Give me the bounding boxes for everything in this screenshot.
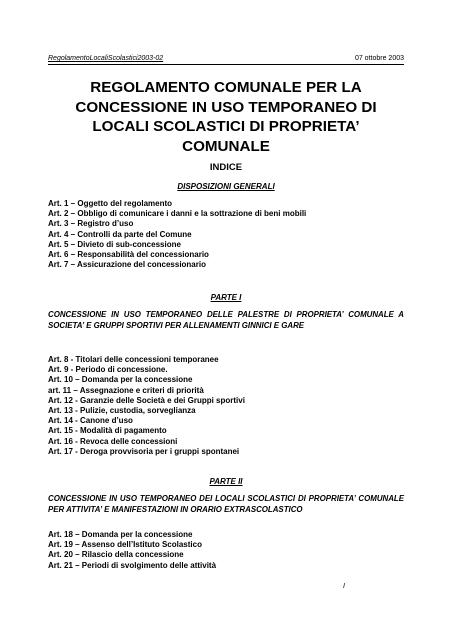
index-entry: Art. 5 – Divieto di sub-concessione xyxy=(48,239,181,249)
index-entry: Art. 2 – Obbligo di comunicare i danni e la sottrazione di beni mobili xyxy=(48,209,307,219)
document-date: 07 ottobre 2003 xyxy=(354,55,404,62)
header-rule xyxy=(48,64,404,65)
index-entry: Art. 21 – Periodi di svolgimento delle attività xyxy=(48,560,217,570)
index-entry: Art. 17 - Deroga provvisoria per i gruppi spontanei xyxy=(48,446,240,456)
part-one-description: CONCESSIONE IN USO TEMPORANEO DELLE PALESTRE DI PROPRIETA’ COMUNALE A SOCIETA’ E GRUPPI SPORTIVI PER ALLENAMENTI GINNICI E GARE xyxy=(48,310,404,330)
part-two-heading: PARTE II xyxy=(209,477,243,486)
part-one-list xyxy=(48,355,404,457)
index-entry: Art. 9 - Periodo di concessione. xyxy=(48,365,168,375)
general-provisions-heading: DISPOSIZIONI GENERALI xyxy=(177,182,275,191)
index-entry: Art. 8 - Titolari delle concessioni temporanee xyxy=(48,355,219,364)
index-entry: Art. 3 – Registro d’uso xyxy=(48,219,134,229)
index-entry: Art. 15 - Modalità di pagamento xyxy=(48,426,167,436)
index-entry: Art. 13 - Pulizie, custodia, sorveglianza xyxy=(48,406,196,416)
document-title xyxy=(40,78,412,156)
part-two-description: CONCESSIONE IN USO TEMPORANEO DEI LOCALI SCOLASTICI DI PROPRIETA’ COMUNALE PER ATTIVITA’ E MANIFESTAZIONI IN ORARIO EXTRASCOLASTICO xyxy=(48,494,404,514)
index-entry: Art. 19 – Assenso dell’Istituto Scolastico xyxy=(48,540,202,550)
index-entry: Art. 4 – Controlli da parte del Comune xyxy=(48,229,192,239)
title-line: LOCALI SCOLASTICI DI PROPRIETA’ xyxy=(92,118,360,135)
index-heading: INDICE xyxy=(209,162,243,173)
index-entry: Art. 12 - Garanzie delle Società e dei Gruppi sportivi xyxy=(48,395,245,405)
title-line: COMUNALE xyxy=(182,137,270,155)
part-two-list xyxy=(48,530,404,571)
index-entry: Art. 10 – Domanda per la concessione xyxy=(48,375,193,385)
index-entry: art. 11 – Assegnazione e criteri di priorità xyxy=(48,385,204,395)
index-entry: Art. 7 – Assicurazione del concessionario xyxy=(48,260,206,270)
index-entry: Art. 20 – Rilascio della concessione xyxy=(48,550,184,560)
part-one-heading: PARTE I xyxy=(210,293,242,302)
title-line: CONCESSIONE IN USO TEMPORANEO DI xyxy=(75,98,377,116)
title-line: REGOLAMENTO COMUNALE PER LA xyxy=(90,79,362,96)
general-provisions-list xyxy=(48,199,404,270)
index-entry: Art. 14 - Canone d’uso xyxy=(48,416,133,426)
index-entry: Art. 1 – Oggetto del regolamento xyxy=(48,199,173,208)
index-entry: Art. 16 - Revoca delle concessioni xyxy=(48,436,178,446)
document-code: RegolamentoLocaliScolastici2003-02 xyxy=(48,55,164,62)
index-entry: Art. 18 – Domanda per la concessione xyxy=(48,530,193,539)
index-entry: Art. 6 – Responsabilità del concessionario xyxy=(48,250,209,260)
page-number: I xyxy=(343,583,345,590)
